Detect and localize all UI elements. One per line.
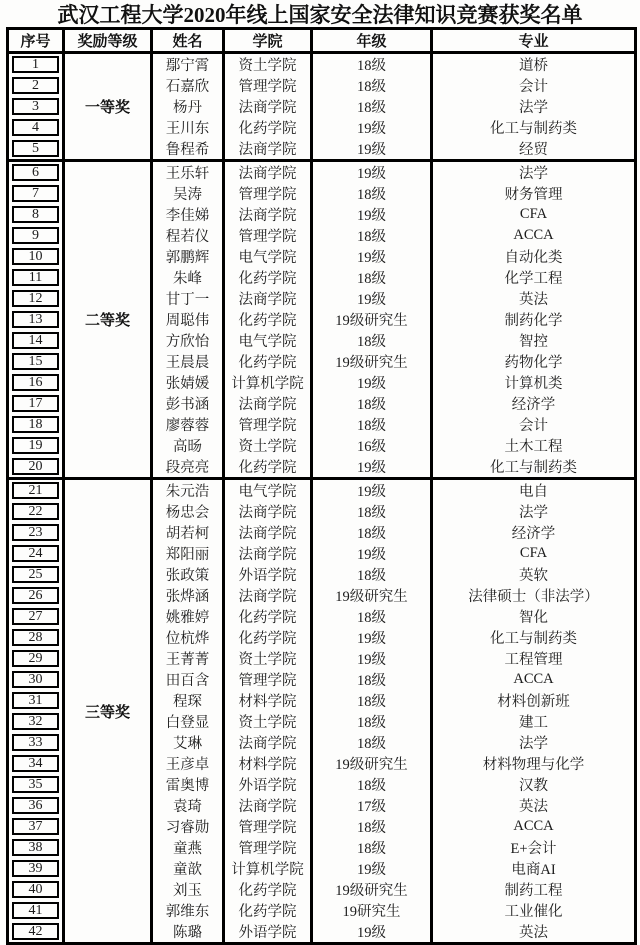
row-number-cell xyxy=(8,479,64,502)
college-cell: 化药学院 xyxy=(224,606,312,627)
student-name-cell: 位杭烨 xyxy=(152,627,224,648)
college-cell: 法商学院 xyxy=(224,161,312,184)
row-number-cell xyxy=(8,795,64,816)
grade-cell: 18级 xyxy=(312,564,432,585)
row-number-cell xyxy=(8,921,64,944)
row-number: 27 xyxy=(12,608,59,625)
award-level-cell: 二等奖 xyxy=(64,161,152,479)
college-cell: 法商学院 xyxy=(224,288,312,309)
row-number-cell xyxy=(8,183,64,204)
row-number-cell xyxy=(8,585,64,606)
grade-cell: 18级 xyxy=(312,393,432,414)
grade-cell: 19级 xyxy=(312,204,432,225)
grade-cell: 18级 xyxy=(312,267,432,288)
college-cell: 化药学院 xyxy=(224,309,312,330)
college-cell: 管理学院 xyxy=(224,837,312,858)
student-name-cell: 习睿勋 xyxy=(152,816,224,837)
student-name-cell: 白登显 xyxy=(152,711,224,732)
row-number-cell xyxy=(8,522,64,543)
grade-cell: 19级 xyxy=(312,858,432,879)
major-cell: 计算机类 xyxy=(504,376,563,392)
college-cell: 资土学院 xyxy=(224,648,312,669)
row-number: 17 xyxy=(12,395,59,412)
college-cell: 法商学院 xyxy=(224,795,312,816)
grade-cell: 18级 xyxy=(312,774,432,795)
student-name-cell: 张婧媛 xyxy=(152,372,224,393)
grade-cell: 19级 xyxy=(312,456,432,479)
student-name-cell: 童燕 xyxy=(152,837,224,858)
row-number-cell xyxy=(8,606,64,627)
college-cell: 法商学院 xyxy=(224,585,312,606)
grade-cell: 18级 xyxy=(312,606,432,627)
college-cell: 计算机学院 xyxy=(224,858,312,879)
row-number-cell xyxy=(8,96,64,117)
row-number: 9 xyxy=(12,227,59,244)
college-cell: 化药学院 xyxy=(224,456,312,479)
grade-cell: 18级 xyxy=(312,816,432,837)
row-number-cell xyxy=(8,161,64,184)
row-number-cell xyxy=(8,456,64,479)
row-number: 36 xyxy=(12,797,59,814)
row-number: 30 xyxy=(12,671,59,688)
row-number-cell xyxy=(8,879,64,900)
grade-cell: 18级 xyxy=(312,711,432,732)
grade-cell: 19研究生 xyxy=(312,900,432,921)
major-cell: 财务管理 xyxy=(504,187,563,203)
row-number: 18 xyxy=(12,416,59,433)
student-name-cell: 田百含 xyxy=(152,669,224,690)
col-header-grade: 年级 xyxy=(312,29,432,53)
row-number-cell xyxy=(8,543,64,564)
row-number: 6 xyxy=(12,164,59,181)
college-cell: 管理学院 xyxy=(224,225,312,246)
grade-cell: 18级 xyxy=(312,732,432,753)
row-number: 26 xyxy=(12,587,59,604)
grade-cell: 19级研究生 xyxy=(312,753,432,774)
student-name-cell: 郑阳丽 xyxy=(152,543,224,564)
student-name-cell: 杨丹 xyxy=(152,96,224,117)
major-cell: ACCA xyxy=(513,818,554,834)
major-cell: ACCA xyxy=(513,227,554,243)
row-number: 20 xyxy=(12,458,59,475)
grade-cell: 19级研究生 xyxy=(312,351,432,372)
college-cell: 材料学院 xyxy=(224,753,312,774)
row-number-cell xyxy=(8,246,64,267)
major-cell: 英法 xyxy=(519,292,548,308)
row-number: 23 xyxy=(12,524,59,541)
student-name-cell: 吴涛 xyxy=(152,183,224,204)
grade-cell: 19级 xyxy=(312,117,432,138)
row-number: 21 xyxy=(12,482,59,499)
major-cell: ACCA xyxy=(513,671,554,687)
award-table xyxy=(6,27,637,945)
row-number-cell xyxy=(8,435,64,456)
major-cell: 法学 xyxy=(432,161,636,184)
major-cell: 会计 xyxy=(519,418,548,434)
major-cell: 工程管理 xyxy=(504,652,563,668)
student-name-cell: 朱峰 xyxy=(152,267,224,288)
student-name-cell: 王晨晨 xyxy=(152,351,224,372)
college-cell: 电气学院 xyxy=(224,246,312,267)
row-number-cell xyxy=(8,669,64,690)
col-header-name: 姓名 xyxy=(152,29,224,53)
grade-cell: 19级 xyxy=(312,543,432,564)
row-number-cell xyxy=(8,774,64,795)
grade-cell: 18级 xyxy=(312,53,432,76)
grade-cell: 19级 xyxy=(312,246,432,267)
college-cell: 法商学院 xyxy=(224,501,312,522)
row-number: 2 xyxy=(12,77,59,94)
student-name-cell: 姚雅婷 xyxy=(152,606,224,627)
college-cell: 化药学院 xyxy=(224,879,312,900)
row-number: 5 xyxy=(12,140,59,157)
row-number: 42 xyxy=(12,923,59,940)
row-number-cell xyxy=(8,75,64,96)
student-name-cell: 郭维东 xyxy=(152,900,224,921)
row-number-cell xyxy=(8,648,64,669)
student-name-cell: 甘丁一 xyxy=(152,288,224,309)
major-cell: 会计 xyxy=(519,79,548,95)
student-name-cell: 王乐轩 xyxy=(152,161,224,184)
major-cell: 化工与制药类 xyxy=(490,121,577,137)
row-number-cell xyxy=(8,753,64,774)
row-number: 3 xyxy=(12,98,59,115)
row-number: 35 xyxy=(12,776,59,793)
major-cell: 经济学 xyxy=(511,397,556,413)
grade-cell: 19级研究生 xyxy=(312,585,432,606)
row-number: 34 xyxy=(12,755,59,772)
major-cell: 经济学 xyxy=(511,526,556,542)
row-number-cell xyxy=(8,53,64,76)
student-name-cell: 朱元浩 xyxy=(152,479,224,502)
college-cell: 外语学院 xyxy=(224,774,312,795)
row-number: 16 xyxy=(12,374,59,391)
major-cell: 建工 xyxy=(519,715,548,731)
college-cell: 资土学院 xyxy=(224,711,312,732)
college-cell: 法商学院 xyxy=(224,96,312,117)
student-name-cell: 胡若柯 xyxy=(152,522,224,543)
college-cell: 计算机学院 xyxy=(224,372,312,393)
college-cell: 外语学院 xyxy=(224,564,312,585)
major-cell: 土木工程 xyxy=(504,439,563,455)
student-name-cell: 高旸 xyxy=(152,435,224,456)
student-name-cell: 杨忠会 xyxy=(152,501,224,522)
page-title: 武汉工程大学2020年线上国家安全法律知识竞赛获奖名单 xyxy=(57,3,583,27)
row-number: 11 xyxy=(12,269,59,286)
student-name-cell: 王川东 xyxy=(152,117,224,138)
table-row xyxy=(8,53,636,76)
major-cell: 智控 xyxy=(519,334,548,350)
major-cell: CFA xyxy=(519,206,548,222)
major-cell: 化工与制药类 xyxy=(490,460,577,476)
grade-cell: 19级 xyxy=(312,372,432,393)
grade-cell: 19级 xyxy=(312,648,432,669)
student-name-cell: 方欣怡 xyxy=(152,330,224,351)
major-cell: 制药工程 xyxy=(504,883,563,899)
student-name-cell: 王菁菁 xyxy=(152,648,224,669)
student-name-cell: 李佳娣 xyxy=(152,204,224,225)
row-number-cell xyxy=(8,225,64,246)
row-number: 14 xyxy=(12,332,59,349)
row-number-cell xyxy=(8,501,64,522)
student-name-cell: 艾琳 xyxy=(152,732,224,753)
major-cell: 电商AI xyxy=(511,862,556,878)
grade-cell: 18级 xyxy=(312,96,432,117)
table-row xyxy=(8,479,636,502)
row-number-cell xyxy=(8,732,64,753)
college-cell: 法商学院 xyxy=(224,732,312,753)
row-number: 4 xyxy=(12,119,59,136)
row-number: 32 xyxy=(12,713,59,730)
row-number: 7 xyxy=(12,185,59,202)
row-number: 15 xyxy=(12,353,59,370)
college-cell: 管理学院 xyxy=(224,414,312,435)
major-cell: CFA xyxy=(519,545,548,561)
college-cell: 管理学院 xyxy=(224,75,312,96)
major-cell: 制药化学 xyxy=(504,313,563,329)
student-name-cell: 雷奥博 xyxy=(152,774,224,795)
major-cell: 材料创新班 xyxy=(497,694,570,710)
major-cell: 经贸 xyxy=(519,142,548,158)
major-cell: 药物化学 xyxy=(504,355,563,371)
grade-cell: 18级 xyxy=(312,522,432,543)
grade-cell: 18级 xyxy=(312,837,432,858)
student-name-cell: 郭鹏辉 xyxy=(152,246,224,267)
student-name-cell: 张政策 xyxy=(152,564,224,585)
header-row xyxy=(8,29,636,53)
college-cell: 化药学院 xyxy=(224,627,312,648)
college-cell: 化药学院 xyxy=(224,351,312,372)
college-cell: 资土学院 xyxy=(224,53,312,76)
row-number-cell xyxy=(8,351,64,372)
major-cell: 电自 xyxy=(432,479,636,502)
grade-cell: 18级 xyxy=(312,501,432,522)
college-cell: 电气学院 xyxy=(224,479,312,502)
grade-cell: 19级研究生 xyxy=(312,879,432,900)
student-name-cell: 童歆 xyxy=(152,858,224,879)
grade-cell: 17级 xyxy=(312,795,432,816)
row-number-cell xyxy=(8,414,64,435)
row-number-cell xyxy=(8,330,64,351)
row-number: 41 xyxy=(12,902,59,919)
college-cell: 法商学院 xyxy=(224,204,312,225)
grade-cell: 19级 xyxy=(312,288,432,309)
student-name-cell: 段亮亮 xyxy=(152,456,224,479)
row-number-cell xyxy=(8,117,64,138)
college-cell: 资土学院 xyxy=(224,435,312,456)
grade-cell: 16级 xyxy=(312,435,432,456)
grade-cell: 19级 xyxy=(312,627,432,648)
student-name-cell: 鄢宁霄 xyxy=(152,53,224,76)
col-header-major: 专业 xyxy=(432,29,636,53)
major-cell: 道桥 xyxy=(432,53,636,76)
student-name-cell: 周聪伟 xyxy=(152,309,224,330)
college-cell: 管理学院 xyxy=(224,816,312,837)
row-number-cell xyxy=(8,900,64,921)
row-number: 28 xyxy=(12,629,59,646)
major-cell: 英软 xyxy=(519,568,548,584)
major-cell: 自动化类 xyxy=(504,250,563,266)
row-number: 33 xyxy=(12,734,59,751)
student-name-cell: 鲁程希 xyxy=(152,138,224,161)
grade-cell: 18级 xyxy=(312,669,432,690)
grade-cell: 18级 xyxy=(312,330,432,351)
row-number: 10 xyxy=(12,248,59,265)
student-name-cell: 陈璐 xyxy=(152,921,224,944)
major-cell: 智化 xyxy=(519,610,548,626)
row-number-cell xyxy=(8,204,64,225)
row-number-cell xyxy=(8,267,64,288)
student-name-cell: 程若仪 xyxy=(152,225,224,246)
student-name-cell: 刘玉 xyxy=(152,879,224,900)
major-cell: 工业催化 xyxy=(504,904,563,920)
grade-cell: 18级 xyxy=(312,183,432,204)
major-cell: 法学 xyxy=(519,100,548,116)
col-header-no: 序号 xyxy=(8,29,64,53)
row-number-cell xyxy=(8,372,64,393)
student-name-cell: 彭书涵 xyxy=(152,393,224,414)
college-cell: 法商学院 xyxy=(224,393,312,414)
row-number: 29 xyxy=(12,650,59,667)
row-number: 12 xyxy=(12,290,59,307)
row-number-cell xyxy=(8,711,64,732)
row-number-cell xyxy=(8,837,64,858)
row-number-cell xyxy=(8,627,64,648)
row-number: 31 xyxy=(12,692,59,709)
row-number-cell xyxy=(8,816,64,837)
grade-cell: 19级 xyxy=(312,161,432,184)
student-name-cell: 程琛 xyxy=(152,690,224,711)
award-level-cell: 一等奖 xyxy=(64,53,152,161)
college-cell: 管理学院 xyxy=(224,183,312,204)
major-cell: 英法 xyxy=(519,925,548,941)
college-cell: 法商学院 xyxy=(224,138,312,161)
row-number-cell xyxy=(8,564,64,585)
row-number-cell xyxy=(8,393,64,414)
major-cell: 法学 xyxy=(519,505,548,521)
row-number-cell xyxy=(8,858,64,879)
table-row xyxy=(8,161,636,184)
col-header-college: 学院 xyxy=(224,29,312,53)
college-cell: 化药学院 xyxy=(224,117,312,138)
grade-cell: 19级研究生 xyxy=(312,309,432,330)
grade-cell: 18级 xyxy=(312,75,432,96)
row-number: 19 xyxy=(12,437,59,454)
grade-cell: 19级 xyxy=(312,479,432,502)
student-name-cell: 廖蓉蓉 xyxy=(152,414,224,435)
major-cell: 材料物理与化学 xyxy=(482,757,585,773)
college-cell: 化药学院 xyxy=(224,900,312,921)
row-number-cell xyxy=(8,138,64,161)
major-cell: 汉教 xyxy=(519,778,548,794)
row-number: 8 xyxy=(12,206,59,223)
major-cell: E+会计 xyxy=(510,841,557,857)
row-number: 40 xyxy=(12,881,59,898)
major-cell: 化工与制药类 xyxy=(490,631,577,647)
row-number: 39 xyxy=(12,860,59,877)
grade-cell: 18级 xyxy=(312,225,432,246)
row-number: 38 xyxy=(12,839,59,856)
major-cell: 英法 xyxy=(519,799,548,815)
major-cell: 法学 xyxy=(519,736,548,752)
student-name-cell: 石嘉欣 xyxy=(152,75,224,96)
row-number: 24 xyxy=(12,545,59,562)
college-cell: 材料学院 xyxy=(224,690,312,711)
student-name-cell: 张烨涵 xyxy=(152,585,224,606)
row-number-cell xyxy=(8,309,64,330)
college-cell: 电气学院 xyxy=(224,330,312,351)
row-number: 1 xyxy=(12,56,59,73)
grade-cell: 18级 xyxy=(312,690,432,711)
college-cell: 法商学院 xyxy=(224,522,312,543)
grade-cell: 19级 xyxy=(312,138,432,161)
row-number: 37 xyxy=(12,818,59,835)
col-header-award: 奖励等级 xyxy=(64,29,152,53)
college-cell: 法商学院 xyxy=(224,543,312,564)
row-number: 13 xyxy=(12,311,59,328)
grade-cell: 19级 xyxy=(312,921,432,944)
college-cell: 化药学院 xyxy=(224,267,312,288)
major-cell: 化学工程 xyxy=(504,271,563,287)
student-name-cell: 王彦卓 xyxy=(152,753,224,774)
college-cell: 管理学院 xyxy=(224,669,312,690)
college-cell: 外语学院 xyxy=(224,921,312,944)
major-cell: 法律硕士（非法学） xyxy=(468,589,599,605)
grade-cell: 18级 xyxy=(312,414,432,435)
row-number-cell xyxy=(8,690,64,711)
row-number: 25 xyxy=(12,566,59,583)
row-number: 22 xyxy=(12,503,59,520)
row-number-cell xyxy=(8,288,64,309)
student-name-cell: 袁琦 xyxy=(152,795,224,816)
award-level-cell: 三等奖 xyxy=(64,479,152,944)
